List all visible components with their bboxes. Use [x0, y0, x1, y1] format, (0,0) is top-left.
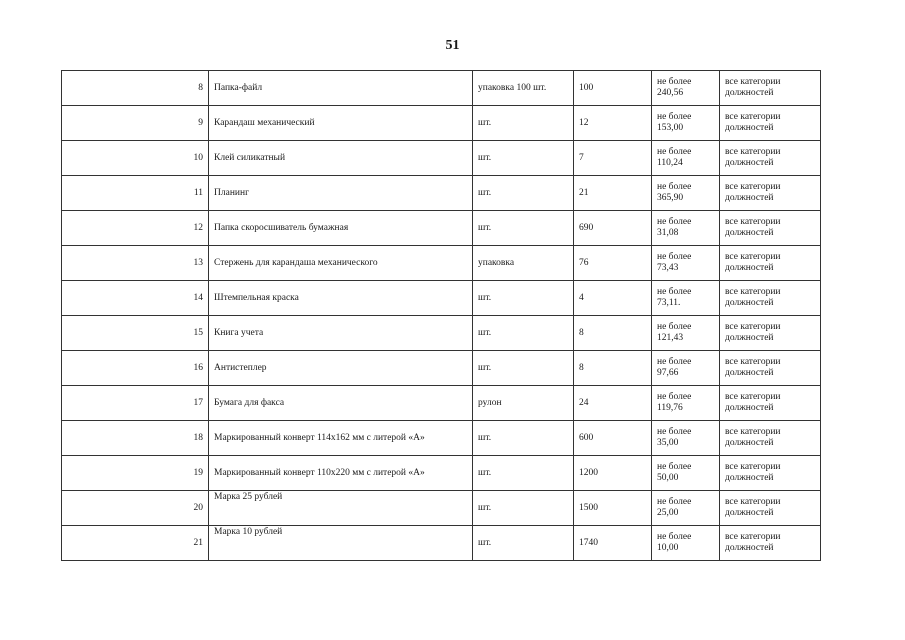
item-name-cell [209, 351, 473, 386]
item-unit: рулон [473, 386, 574, 421]
item-name-cell [209, 176, 473, 211]
item-quantity: 600 [574, 421, 652, 456]
item-quantity: 21 [574, 176, 652, 211]
item-price [652, 386, 720, 421]
item-name: Марка 10 рублей [214, 527, 283, 537]
item-name-cell [209, 526, 473, 561]
category-line-2: должностей [725, 298, 774, 308]
item-name: Карандаш механический [214, 117, 315, 128]
table-row [62, 281, 821, 316]
table-row [62, 316, 821, 351]
price-value: 73,11. [657, 298, 681, 308]
price-label: не более [657, 532, 692, 542]
table-row [62, 351, 821, 386]
item-number: 11 [62, 176, 209, 211]
category-line-2: должностей [725, 193, 774, 203]
item-unit: шт. [473, 456, 574, 491]
item-category [720, 421, 821, 456]
category-line-2: должностей [725, 263, 774, 273]
price-value: 73,43 [657, 263, 679, 273]
item-unit: шт. [473, 526, 574, 561]
item-number: 16 [62, 351, 209, 386]
item-quantity: 4 [574, 281, 652, 316]
table-row [62, 246, 821, 281]
category-line-2: должностей [725, 368, 774, 378]
price-value: 35,00 [657, 438, 679, 448]
item-unit: шт. [473, 211, 574, 246]
item-name-cell [209, 421, 473, 456]
category-line-1: все категории [725, 392, 781, 402]
item-name-cell [209, 491, 473, 526]
category-line-1: все категории [725, 427, 781, 437]
item-name: Планинг [214, 187, 249, 198]
item-category [720, 176, 821, 211]
price-value: 25,00 [657, 508, 679, 518]
item-quantity: 7 [574, 141, 652, 176]
item-name: Книга учета [214, 327, 264, 338]
table-row [62, 106, 821, 141]
item-price [652, 106, 720, 141]
price-label: не более [657, 392, 692, 402]
item-category [720, 386, 821, 421]
category-line-2: должностей [725, 438, 774, 448]
item-price [652, 141, 720, 176]
item-name: Маркированный конверт 110х220 мм с литерой «А» [214, 467, 425, 478]
table-row [62, 456, 821, 491]
category-line-2: должностей [725, 543, 774, 553]
price-label: не более [657, 252, 692, 262]
item-name-cell [209, 456, 473, 491]
item-unit: упаковка 100 шт. [473, 71, 574, 106]
category-line-2: должностей [725, 88, 774, 98]
item-quantity: 12 [574, 106, 652, 141]
item-unit: шт. [473, 141, 574, 176]
price-value: 153,00 [657, 123, 684, 133]
item-quantity: 1200 [574, 456, 652, 491]
price-label: не более [657, 147, 692, 157]
item-category [720, 316, 821, 351]
item-category [720, 491, 821, 526]
item-price [652, 316, 720, 351]
item-number: 14 [62, 281, 209, 316]
price-label: не более [657, 287, 692, 297]
item-number: 17 [62, 386, 209, 421]
price-label: не более [657, 112, 692, 122]
item-price [652, 211, 720, 246]
item-category [720, 141, 821, 176]
category-line-2: должностей [725, 508, 774, 518]
price-value: 31,08 [657, 228, 679, 238]
items-table [61, 70, 821, 561]
item-category [720, 526, 821, 561]
category-line-2: должностей [725, 333, 774, 343]
item-number: 13 [62, 246, 209, 281]
item-name: Папка скоросшиватель бумажная [214, 222, 349, 233]
item-category [720, 246, 821, 281]
item-name-cell [209, 106, 473, 141]
item-price [652, 71, 720, 106]
item-number: 9 [62, 106, 209, 141]
category-line-2: должностей [725, 228, 774, 238]
item-name: Маркированный конверт 114х162 мм с литерой «А» [214, 432, 425, 443]
item-name-cell [209, 281, 473, 316]
items-table-body [62, 71, 821, 561]
item-number: 19 [62, 456, 209, 491]
category-line-1: все категории [725, 462, 781, 472]
category-line-1: все категории [725, 497, 781, 507]
page-number: 51 [445, 38, 460, 53]
item-unit: шт. [473, 106, 574, 141]
item-price [652, 491, 720, 526]
item-price [652, 421, 720, 456]
item-unit: упаковка [473, 246, 574, 281]
price-label: не более [657, 357, 692, 367]
table-row [62, 526, 821, 561]
item-price [652, 281, 720, 316]
price-value: 10,00 [657, 543, 679, 553]
table-row [62, 491, 821, 526]
category-line-1: все категории [725, 287, 781, 297]
category-line-1: все категории [725, 322, 781, 332]
category-line-1: все категории [725, 147, 781, 157]
category-line-1: все категории [725, 112, 781, 122]
item-price [652, 526, 720, 561]
item-price [652, 351, 720, 386]
item-price [652, 456, 720, 491]
category-line-1: все категории [725, 182, 781, 192]
price-value: 121,43 [657, 333, 684, 343]
price-label: не более [657, 427, 692, 437]
table-row [62, 211, 821, 246]
item-unit: шт. [473, 316, 574, 351]
item-name-cell [209, 246, 473, 281]
category-line-2: должностей [725, 403, 774, 413]
item-name: Бумага для факса [214, 397, 285, 408]
price-label: не более [657, 182, 692, 192]
item-name-cell [209, 141, 473, 176]
category-line-2: должностей [725, 473, 774, 483]
item-unit: шт. [473, 351, 574, 386]
table-row [62, 421, 821, 456]
price-value: 110,24 [657, 158, 683, 168]
item-name: Папка-файл [214, 82, 263, 93]
price-value: 365,90 [657, 193, 684, 203]
price-value: 97,66 [657, 368, 679, 378]
item-number: 8 [62, 71, 209, 106]
price-label: не более [657, 217, 692, 227]
category-line-1: все категории [725, 357, 781, 367]
item-quantity: 24 [574, 386, 652, 421]
table-row [62, 386, 821, 421]
item-category [720, 281, 821, 316]
category-line-1: все категории [725, 77, 781, 87]
item-name: Антистеплер [214, 362, 267, 373]
price-label: не более [657, 322, 692, 332]
item-price [652, 246, 720, 281]
item-unit: шт. [473, 491, 574, 526]
item-category [720, 106, 821, 141]
item-name: Штемпельная краска [214, 292, 299, 303]
item-number: 21 [62, 526, 209, 561]
price-value: 119,76 [657, 403, 683, 413]
item-number: 20 [62, 491, 209, 526]
item-name: Стержень для карандаша механического [214, 257, 378, 268]
item-unit: шт. [473, 421, 574, 456]
item-unit: шт. [473, 281, 574, 316]
category-line-1: все категории [725, 532, 781, 542]
item-quantity: 1740 [574, 526, 652, 561]
item-name-cell [209, 316, 473, 351]
item-quantity: 8 [574, 316, 652, 351]
item-category [720, 71, 821, 106]
price-label: не более [657, 77, 692, 87]
item-quantity: 1500 [574, 491, 652, 526]
item-number: 15 [62, 316, 209, 351]
item-name-cell [209, 386, 473, 421]
table-row [62, 141, 821, 176]
item-name-cell [209, 71, 473, 106]
item-category [720, 456, 821, 491]
item-number: 18 [62, 421, 209, 456]
price-label: не более [657, 462, 692, 472]
item-quantity: 100 [574, 71, 652, 106]
category-line-2: должностей [725, 158, 774, 168]
item-unit: шт. [473, 176, 574, 211]
category-line-1: все категории [725, 217, 781, 227]
item-category [720, 351, 821, 386]
price-value: 50,00 [657, 473, 679, 483]
price-label: не более [657, 497, 692, 507]
item-quantity: 690 [574, 211, 652, 246]
item-name: Марка 25 рублей [214, 492, 283, 502]
item-name: Клей силикатный [214, 152, 286, 163]
table-row [62, 176, 821, 211]
item-price [652, 176, 720, 211]
item-category [720, 211, 821, 246]
category-line-2: должностей [725, 123, 774, 133]
price-value: 240,56 [657, 88, 684, 98]
item-number: 12 [62, 211, 209, 246]
table-row [62, 71, 821, 106]
category-line-1: все категории [725, 252, 781, 262]
item-number: 10 [62, 141, 209, 176]
item-name-cell [209, 211, 473, 246]
item-quantity: 8 [574, 351, 652, 386]
item-quantity: 76 [574, 246, 652, 281]
